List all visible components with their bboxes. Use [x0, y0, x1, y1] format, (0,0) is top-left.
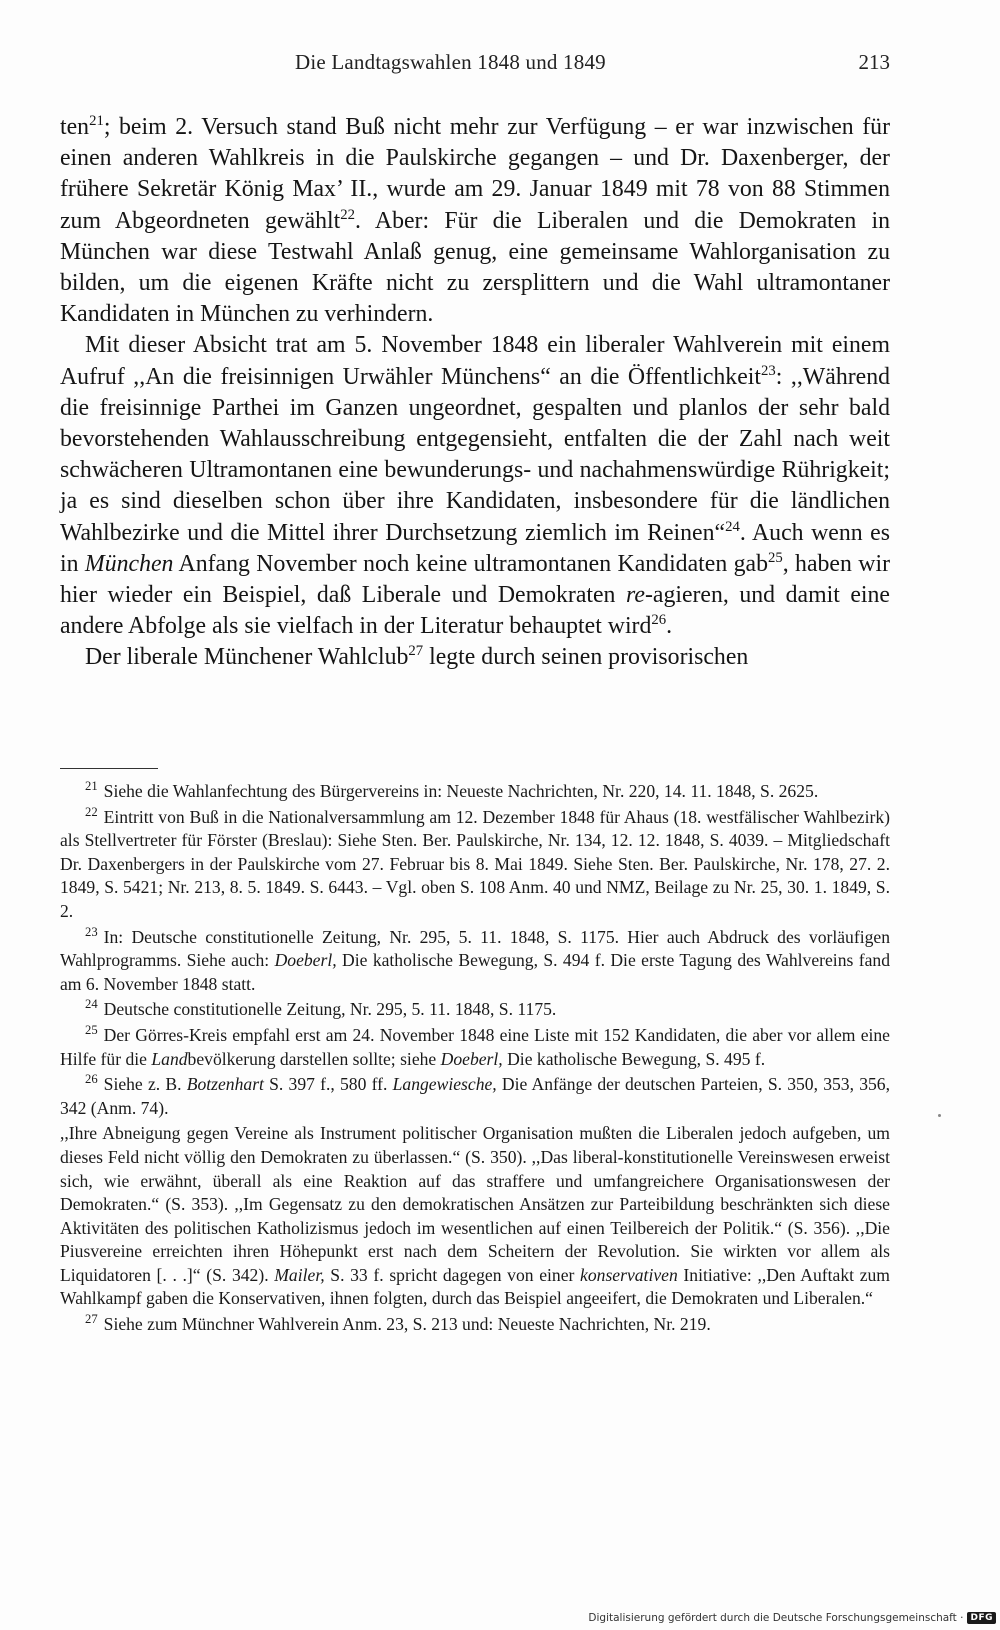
- footnote-number: 23: [85, 924, 98, 939]
- footnote-ref: 22: [340, 206, 356, 223]
- text-run: legte durch seinen provisorischen: [423, 644, 749, 671]
- footnote-26: [60, 1073, 890, 1120]
- text-run: . Aber: Für die Liberalen und die Demokraten in München war diese Testwahl Anlaß genug, eine gemeinsame Wahlorganisation zu bilden, um die eigenen Kräfte nicht zu zersplittern und die Wahl ultramontaner Kandidaten in München zu verhindern.: [60, 207, 890, 328]
- text-run: -agieren, und damit eine andere Abfolge als sie vielfach in der Literatur behauptet wird: [60, 582, 890, 640]
- footnote-text: Die katholische Bewegung, S. 494 f. Die erste Tagung des Wahlvereins fand am 6. November 1848 statt.: [60, 950, 890, 994]
- italic-text: München: [84, 550, 174, 577]
- footnote-number: 22: [85, 804, 98, 819]
- italic-text: Botzenhart: [186, 1074, 264, 1095]
- footnote-ref: 21: [89, 113, 104, 130]
- footnote-number: 26: [85, 1072, 98, 1087]
- footnote-26-continuation: [60, 1122, 890, 1311]
- page-header: [60, 50, 890, 82]
- italic-text: re: [626, 582, 645, 609]
- footnote-text: Initiative: ,,Den Auftakt zum Wahlkampf gaben die Konservativen, ihnen folgten, durch das Beispiel angeeifert, die Demokraten und Liberalen.“: [60, 1264, 890, 1309]
- footnote-number: 21: [85, 779, 98, 794]
- text-run: , haben wir hier wieder ein Beispiel, daß Liberale und Demokraten: [60, 550, 890, 609]
- footnote-number: 25: [85, 1023, 98, 1038]
- footnote-text: ,,Ihre Abneigung gegen Vereine als Instrument politischer Organisation mußten die Liberalen jedoch aufgeben, um dieses Feld nicht völlig den Demokraten zu überlassen.“ (S. 350). ,,Das liberal-konstitutionelle Vereinswesen erweist sich, wie erwähnt, überall als eine Reaktion auf das straffere und umfangreichere Organisationswesen der Demokraten.“ (S. 353). ,,Im Gegensatz zu den demokratischen Ansätzen zur Parteibildung beschränkten sich diese Aktivitäten des politischen Katholizismus jedoch im wesentlichen auf einen Teilbereich der Politik.“ (S. 356). ,,Die Piusvereine erreichten ihren Höhepunkt erst nach dem Scheitern der Revolution. Sie wirkten vor allem als Liquidatoren [. . .]“ (S. 342).: [60, 1123, 890, 1285]
- footnote-text: In: Deutsche constitutionelle Zeitung, Nr. 295, 5. 11. 1848, S. 1175. Hier auch Abdruck des vorläufigen Wahlprogramms. Siehe auch:: [60, 926, 890, 971]
- footnote-text: Der Görres-Kreis empfahl erst am 24. November 1848 eine Liste mit 152 Kandidaten, die aber vor allem eine Hilfe für die: [60, 1024, 890, 1069]
- text-run: : ,,Während die freisinnige Parthei im Ganzen ungeordnet, gespalten und planlos der sehr bald bevorstehenden Wahlausschreibung entgegensieht, entfalten die der Zahl nach weit schwächeren Ultramontanen eine bewunderungs- und nachahmenswürdige Rührigkeit; ja es sind dieselben schon über ihre Kandidaten, insbesondere für die ländlichen Wahlbezirke und die Mittel ihrer Durchsetzung ziemlich im Reinen“: [60, 363, 890, 546]
- footnote-27: [60, 1313, 890, 1337]
- italic-text: konservativen: [580, 1264, 678, 1285]
- running-title: Die Landtagswahlen 1848 und 1849: [295, 50, 606, 74]
- text-run: ten: [60, 114, 90, 140]
- digitization-credit: [588, 1612, 996, 1624]
- text-run: .: [666, 613, 673, 640]
- footnote-text: Siehe die Wahlanfechtung des Bürgervereins in: Neueste Nachrichten, Nr. 220, 14. 11. 1848, S. 2625.: [103, 781, 819, 801]
- footnote-text: Siehe zum Münchner Wahlverein Anm. 23, S. 213 und: Neueste Nachrichten, Nr. 219.: [103, 1314, 711, 1335]
- footnote-ref: 25: [767, 549, 783, 566]
- italic-text: Doeberl,: [274, 950, 337, 971]
- footnote-text: Siehe z. B.: [103, 1074, 187, 1095]
- text-run: Anfang November noch keine ultramontanen Kandidaten gab: [173, 550, 768, 577]
- credit-text: Digitalisierung gefördert durch die Deutsche Forschungsgemeinschaft ·: [588, 1612, 964, 1624]
- page-number: 213: [858, 50, 890, 74]
- scan-speck: [938, 1114, 941, 1117]
- italic-text: Doeberl,: [440, 1048, 503, 1069]
- footnote-21: [60, 780, 890, 804]
- text-run: ; beim 2. Versuch stand Buß nicht mehr zur Verfügung – er war inzwischen für einen anderen Wahlkreis in die Paulskirche gegangen – und Dr. Daxenberger, der frühere Sekretär König Max’ II., wurde am 29. Januar 1849 mit 78 von 88 Stimmen zum Abgeordneten gewählt: [60, 114, 890, 234]
- footnotes: [60, 780, 890, 1339]
- footnote-text: S. 397 f., 580 ff.: [263, 1074, 393, 1095]
- main-text: [60, 112, 890, 674]
- text-run: Der liberale Münchener Wahlclub: [85, 644, 409, 671]
- text-run: Mit dieser Absicht trat am 5. November 1848 ein liberaler Wahlverein mit einem Aufruf ,,An die freisinnigen Urwähler Münchens“ an die Öffentlichkeit: [60, 332, 890, 390]
- dfg-logo: DFG: [967, 1612, 996, 1624]
- paragraph-3: [60, 642, 890, 673]
- footnote-number: 27: [85, 1312, 98, 1327]
- footnote-text: Die katholische Bewegung, S. 495 f.: [502, 1048, 766, 1069]
- footnote-ref: 26: [651, 612, 667, 629]
- footnote-22: [60, 806, 890, 924]
- footnote-text: bevölkerung darstellen sollte; siehe: [187, 1048, 441, 1069]
- footnote-text: Deutsche constitutionelle Zeitung, Nr. 295, 5. 11. 1848, S. 1175.: [103, 999, 557, 1020]
- italic-text: Land: [151, 1048, 188, 1069]
- footnote-separator: [60, 768, 158, 769]
- text-run: . Auch wenn es in: [60, 519, 890, 577]
- footnote-text: S. 33 f. spricht dagegen von einer: [324, 1264, 581, 1285]
- footnote-text: Die Anfänge der deutschen Parteien, S. 350, 353, 356, 342 (Anm. 74).: [60, 1074, 891, 1118]
- footnote-number: 24: [85, 997, 98, 1012]
- footnote-ref: 27: [408, 643, 424, 660]
- footnote-ref: 24: [725, 518, 740, 535]
- footnote-24: [60, 998, 890, 1022]
- paragraph-2: [60, 330, 890, 642]
- italic-text: Mailer,: [274, 1264, 325, 1285]
- paragraph-1: [60, 112, 890, 330]
- footnote-ref: 23: [760, 362, 776, 379]
- footnote-25: [60, 1024, 890, 1071]
- italic-text: Langewiesche,: [392, 1074, 497, 1095]
- footnote-text: Eintritt von Buß in die Nationalversammlung am 12. Dezember 1848 für Ahaus (18. westfälischer Wahlbezirk) als Stellvertreter für Förster (Breslau): Siehe Sten. Ber. Paulskirche, Nr. 134, 12. 12. 1848, S. 4039. – Mitgliedschaft Dr. Daxenbergers in der Paulskirche vom 27. Februar bis 8. Mai 1849. Siehe Sten. Ber. Paulskirche, Nr. 178, 27. 2. 1849, S. 5421; Nr. 213, 8. 5. 1849. S. 6443. – Vgl. oben S. 108 Anm. 40 und NMZ, Beilage zu Nr. 25, 30. 1. 1849, S. 2.: [60, 806, 890, 921]
- footnote-23: [60, 926, 890, 997]
